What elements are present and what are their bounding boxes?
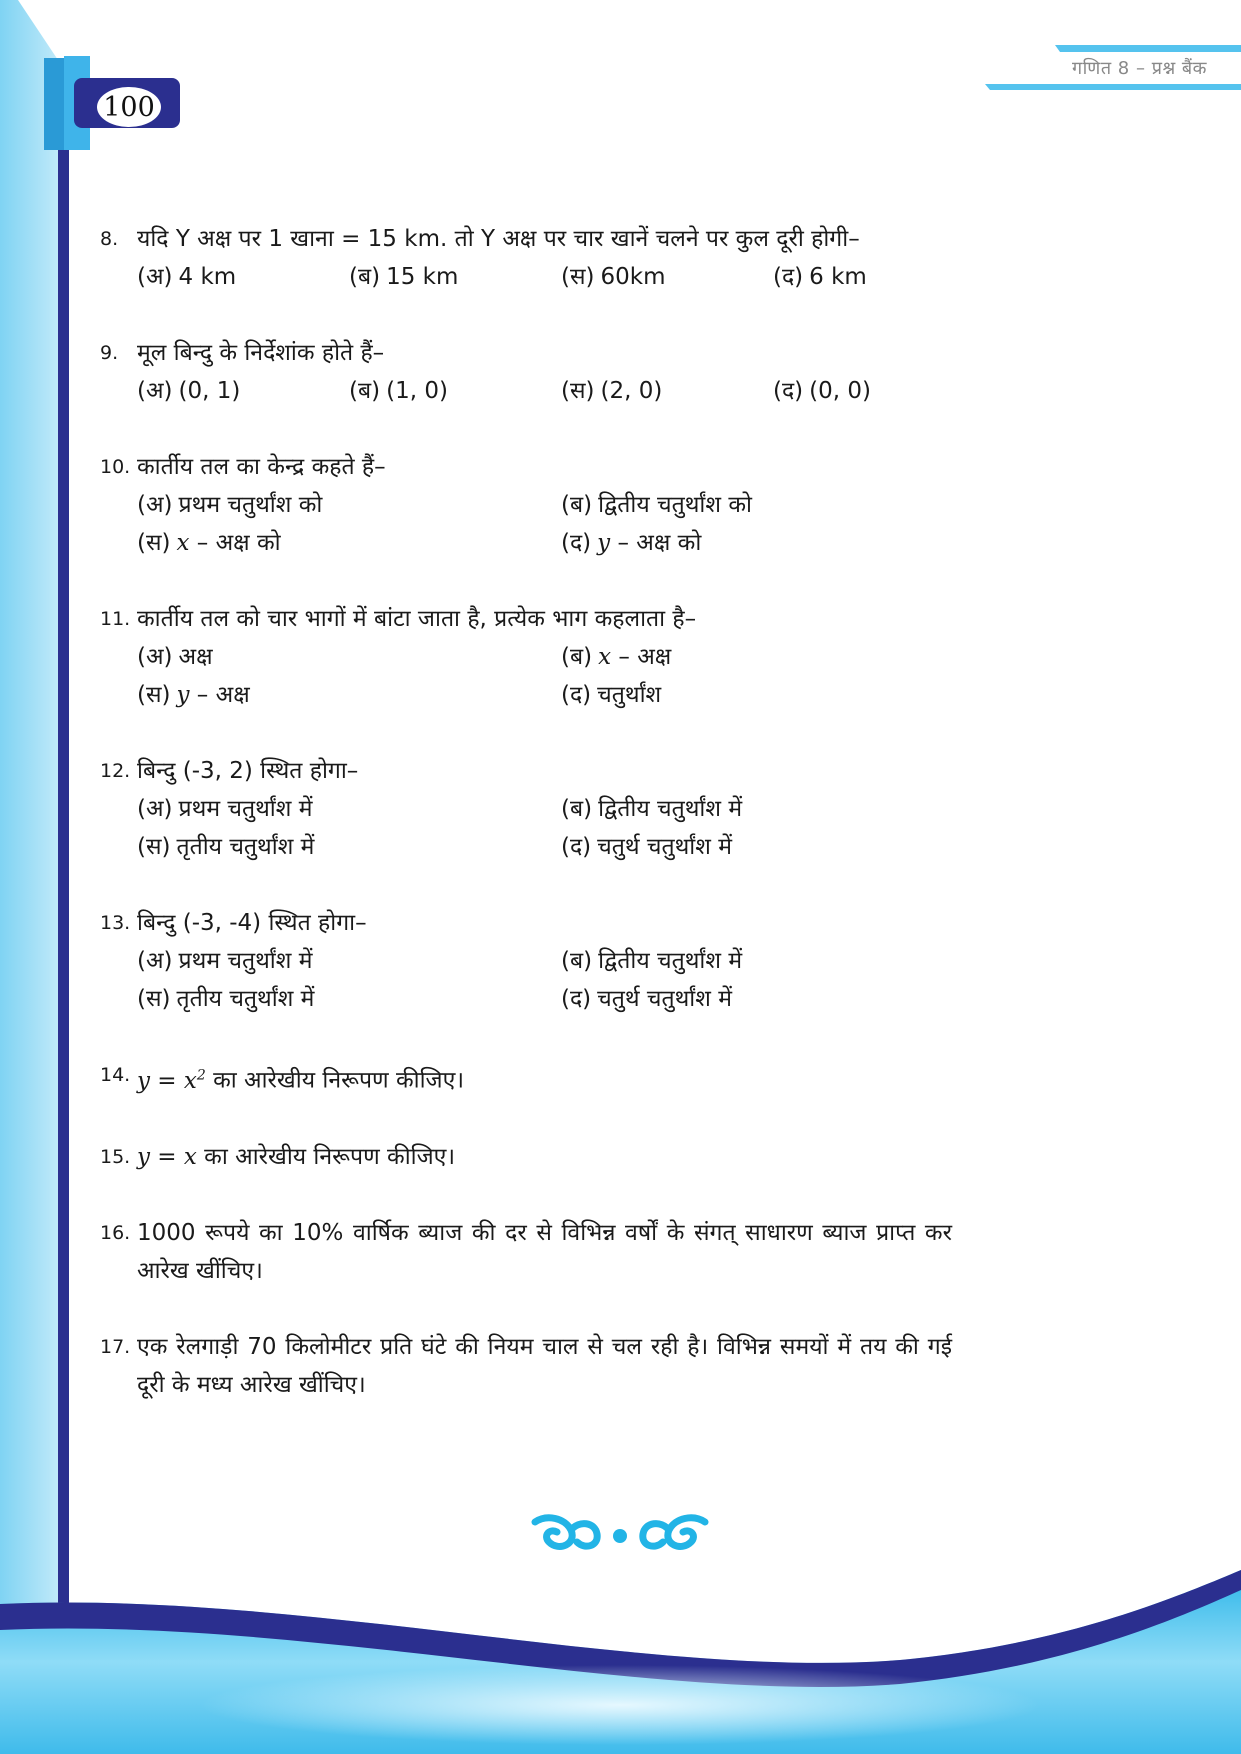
option-text: चतुर्थांश	[597, 682, 662, 708]
option-label: (द)	[561, 682, 592, 708]
question-16	[100, 1214, 952, 1290]
option-label: (ब)	[561, 492, 593, 518]
question-list	[100, 220, 952, 1442]
answer-option	[137, 524, 561, 562]
question-stem	[100, 1214, 952, 1290]
answer-option	[561, 372, 773, 410]
question-text-body: बिन्दु (-3, 2) स्थित होगा–	[137, 758, 359, 784]
option-label: (स)	[137, 682, 171, 708]
option-label: (स)	[137, 834, 171, 860]
question-number: 9.	[100, 342, 119, 364]
question-text	[137, 1138, 952, 1176]
math-base: y = x	[137, 1067, 197, 1094]
answer-option	[561, 524, 985, 562]
ornament-divider-icon	[525, 1512, 715, 1556]
option-label: (द)	[773, 264, 804, 290]
math-base: y = x	[137, 1143, 197, 1170]
option-label: (ब)	[561, 644, 593, 670]
option-text: प्रथम चतुर्थांश को	[178, 492, 323, 518]
question-11	[100, 600, 952, 714]
option-text: चतुर्थ चतुर्थांश में	[597, 986, 732, 1012]
option-text: (2, 0)	[600, 378, 663, 404]
option-text: चतुर्थ चतुर्थांश में	[597, 834, 732, 860]
option-variable: x	[176, 530, 190, 556]
question-17	[100, 1328, 952, 1404]
option-text: (0, 1)	[178, 378, 241, 404]
option-text: प्रथम चतुर्थांश में	[178, 796, 313, 822]
question-8	[100, 220, 952, 296]
answer-option	[349, 372, 561, 410]
answer-option	[137, 676, 561, 714]
option-label: (द)	[561, 834, 592, 860]
option-text: 4 km	[178, 264, 237, 290]
option-label: (स)	[561, 264, 595, 290]
answer-options	[100, 486, 952, 562]
page-number: 100	[103, 92, 155, 123]
question-text	[137, 600, 952, 638]
question-stem	[100, 448, 952, 486]
option-label: (अ)	[137, 948, 173, 974]
option-text: – अक्ष को	[610, 530, 702, 556]
question-text-body: का आरेखीय निरूपण कीजिए।	[205, 1067, 465, 1094]
question-text-body: एक रेलगाड़ी 70 किलोमीटर प्रति घंटे की नियम चाल से चल रही है। विभिन्न समयों में तय की गई दूरी के मध्य आरेख खींचिए।	[137, 1333, 952, 1398]
option-label: (द)	[561, 530, 592, 556]
option-label: (ब)	[349, 264, 381, 290]
question-10	[100, 448, 952, 562]
answer-options	[100, 258, 952, 296]
option-text: प्रथम चतुर्थांश में	[178, 948, 313, 974]
answer-option	[137, 828, 561, 866]
option-variable: y	[597, 530, 611, 556]
answer-option	[561, 676, 985, 714]
option-text: द्वितीय चतुर्थांश में	[598, 948, 743, 974]
answer-option	[137, 638, 561, 676]
answer-option	[349, 258, 561, 296]
option-label: (ब)	[349, 378, 381, 404]
question-9	[100, 334, 952, 410]
question-text	[137, 752, 952, 790]
option-text: – अक्ष	[189, 682, 250, 708]
answer-options	[100, 790, 952, 866]
option-label: (ब)	[561, 796, 593, 822]
answer-option	[137, 372, 349, 410]
question-number: 11.	[100, 608, 131, 630]
question-text-body: यदि Y अक्ष पर 1 खाना = 15 km. तो Y अक्ष पर चार खानें चलने पर कुल दूरी होगी–	[137, 226, 860, 252]
question-15	[100, 1138, 952, 1176]
option-label: (अ)	[137, 492, 173, 518]
question-stem	[100, 1138, 952, 1176]
option-label: (स)	[137, 530, 171, 556]
answer-options	[100, 372, 952, 410]
answer-option	[137, 258, 349, 296]
question-number: 16.	[100, 1221, 131, 1244]
question-text-body: मूल बिन्दु के निर्देशांक होते हैं–	[137, 340, 385, 366]
question-text	[137, 1214, 952, 1290]
option-label: (द)	[773, 378, 804, 404]
question-stem	[100, 600, 952, 638]
question-stem	[100, 220, 952, 258]
answer-option	[561, 828, 985, 866]
answer-option	[773, 372, 985, 410]
question-number: 13.	[100, 912, 131, 934]
question-text-body: कार्तीय तल को चार भागों में बांटा जाता है, प्रत्येक भाग कहलाता है–	[137, 606, 697, 632]
question-12	[100, 752, 952, 866]
question-number: 15.	[100, 1145, 131, 1168]
option-label: (अ)	[137, 378, 173, 404]
math-expression	[137, 1144, 197, 1170]
question-text-body: बिन्दु (-3, -4) स्थित होगा–	[137, 910, 367, 936]
option-label: (ब)	[561, 948, 593, 974]
question-text	[137, 448, 952, 486]
question-text	[137, 1328, 952, 1404]
option-variable: x	[598, 644, 612, 670]
answer-option	[561, 942, 985, 980]
answer-option	[561, 638, 985, 676]
answer-option	[137, 980, 561, 1018]
option-label: (स)	[561, 378, 595, 404]
answer-option	[561, 980, 985, 1018]
question-14	[100, 1056, 952, 1100]
question-number: 10.	[100, 456, 131, 478]
question-text	[137, 904, 952, 942]
option-text: द्वितीय चतुर्थांश को	[598, 492, 752, 518]
answer-option	[561, 790, 985, 828]
option-variable: y	[176, 682, 190, 708]
option-label: (स)	[137, 986, 171, 1012]
question-text	[137, 334, 952, 372]
math-exponent: 2	[196, 1067, 206, 1083]
question-number: 12.	[100, 760, 131, 782]
option-label: (अ)	[137, 796, 173, 822]
option-text: (0, 0)	[809, 378, 872, 404]
question-13	[100, 904, 952, 1018]
option-text: (1, 0)	[386, 378, 448, 404]
option-text: – अक्ष को	[189, 530, 281, 556]
answer-options	[100, 942, 952, 1018]
option-text: अक्ष	[178, 644, 213, 670]
answer-option	[561, 486, 985, 524]
option-text: तृतीय चतुर्थांश में	[176, 986, 315, 1012]
question-text-body: कार्तीय तल का केन्द्र कहते हैं–	[137, 454, 386, 480]
question-stem	[100, 334, 952, 372]
question-number: 8.	[100, 228, 119, 250]
answer-options	[100, 638, 952, 714]
question-stem	[100, 904, 952, 942]
question-text	[137, 220, 952, 258]
question-text	[137, 1056, 952, 1100]
question-stem	[100, 752, 952, 790]
option-text: 6 km	[809, 264, 867, 290]
option-text: – अक्ष	[611, 644, 672, 670]
answer-option	[137, 790, 561, 828]
question-stem	[100, 1328, 952, 1404]
option-text: 15 km	[386, 264, 459, 290]
option-text: 60km	[600, 264, 666, 290]
option-label: (द)	[561, 986, 592, 1012]
question-number: 14.	[100, 1064, 131, 1086]
option-text: द्वितीय चतुर्थांश में	[598, 796, 743, 822]
answer-option	[137, 942, 561, 980]
option-text: तृतीय चतुर्थांश में	[176, 834, 315, 860]
question-number: 17.	[100, 1335, 131, 1358]
answer-option	[137, 486, 561, 524]
math-expression	[137, 1068, 206, 1094]
option-label: (अ)	[137, 644, 173, 670]
question-stem	[100, 1056, 952, 1100]
running-header: गणित 8 – प्रश्न बैंक	[1072, 58, 1207, 79]
answer-option	[561, 258, 773, 296]
option-label: (अ)	[137, 264, 173, 290]
question-text-body: का आरेखीय निरूपण कीजिए।	[196, 1143, 456, 1170]
answer-option	[773, 258, 985, 296]
question-text-body: 1000 रूपये का 10% वार्षिक ब्याज की दर से विभिन्न वर्षों के संगत् साधारण ब्याज प्राप्त कर आरेख खींचिए।	[137, 1219, 952, 1284]
